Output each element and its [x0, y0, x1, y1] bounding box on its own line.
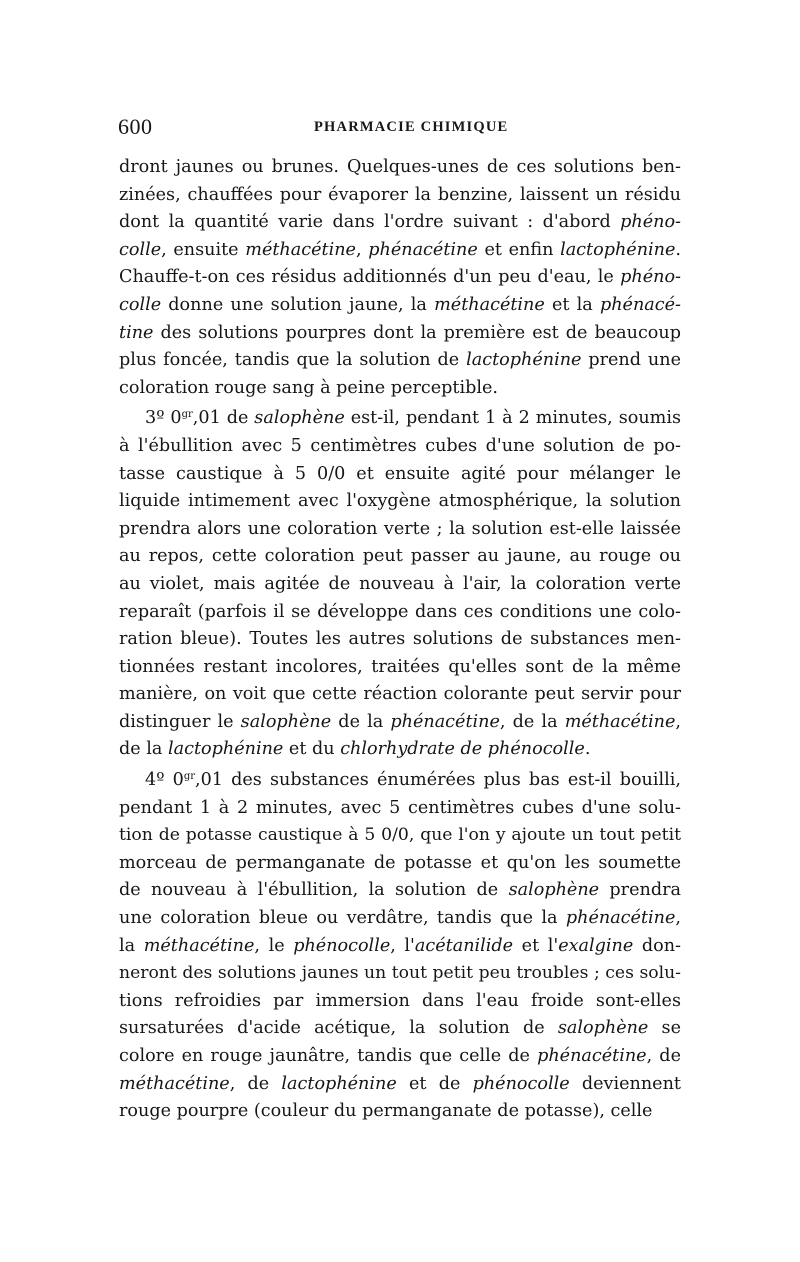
- superscript-unit: gr: [183, 771, 195, 783]
- italic-term: lactophénine: [560, 239, 676, 260]
- text-run: tion de potasse caustique à 5 0/0, que l'on y ajoute un tout petit: [119, 825, 681, 846]
- text-line: [119, 681, 681, 709]
- text-run: au violet, mais agitée de nouveau à l'air, la coloration verte: [119, 573, 681, 594]
- italic-term: exalgine: [558, 935, 634, 956]
- running-title: PHARMACIE CHIMIQUE: [314, 119, 509, 135]
- italic-term: lactophénine: [281, 1073, 397, 1094]
- text-run: ,: [675, 711, 681, 732]
- italic-term: phénacétine: [368, 239, 478, 260]
- italic-term: salophène: [508, 880, 600, 901]
- text-line: [119, 822, 681, 850]
- text-run: plus foncée, tandis que la solution de: [119, 350, 467, 371]
- text-line: [119, 154, 681, 182]
- text-line: [119, 405, 681, 433]
- text-line: [119, 292, 681, 320]
- text-run: ,: [675, 908, 681, 929]
- text-run: prend une: [581, 350, 681, 371]
- text-run: des solutions pourpres dont la première est de beaucoup: [153, 322, 681, 343]
- text-run: don-: [633, 935, 681, 956]
- text-run: donne une solution jaune, la: [161, 294, 435, 315]
- italic-term: lactophénine: [466, 350, 582, 371]
- italic-term: salophène: [254, 408, 345, 429]
- text-run: et enfin: [477, 239, 561, 260]
- text-run: rouge pourpre (couleur du permanganate de potasse), celle: [119, 1101, 653, 1122]
- text-line: [119, 654, 681, 682]
- text-run: , de: [229, 1073, 282, 1094]
- italic-term: acétanilide: [414, 935, 514, 956]
- text-run: 4º 0: [145, 770, 184, 791]
- text-line: [119, 461, 681, 489]
- text-line: [119, 1043, 681, 1071]
- text-line: [119, 209, 681, 237]
- italic-term: phénocolle: [472, 1073, 570, 1094]
- text-run: de la: [331, 711, 391, 732]
- text-run: ,: [355, 239, 369, 260]
- text-run: ration bleue). Toutes les autres solutions de substances men-: [119, 629, 681, 650]
- text-line: [119, 1071, 681, 1099]
- italic-term: tine: [119, 322, 154, 343]
- text-run: tions refroidies par immersion dans l'eau froide sont-elles: [119, 990, 681, 1011]
- text-run: et de: [396, 1073, 473, 1094]
- text-run: et l': [513, 935, 559, 956]
- text-line: [119, 516, 681, 544]
- text-line: [119, 960, 681, 988]
- text-line: [119, 543, 681, 571]
- italic-term: phénacé-: [599, 294, 681, 315]
- text-run: liquide intimement avec l'oxygène atmosphérique, la solution: [119, 491, 681, 512]
- text-line: [119, 795, 681, 823]
- body-text: [119, 154, 681, 1126]
- text-run: distinguer le: [119, 711, 241, 732]
- paragraph-continued: [119, 154, 681, 402]
- text-line: [119, 988, 681, 1016]
- text-run: Chauffe-t-on ces résidus additionnés d'un peu d'eau, le: [119, 267, 621, 288]
- text-run: la: [119, 935, 144, 956]
- text-line: [119, 933, 681, 961]
- text-line: [119, 599, 681, 627]
- text-line: [119, 877, 681, 905]
- italic-term: salophène: [557, 1018, 649, 1039]
- text-line: [119, 850, 681, 878]
- text-line: [119, 264, 681, 292]
- italic-term: phénacétine: [537, 1046, 647, 1066]
- text-run: dront jaunes ou brunes. Quelques-unes de ces solutions ben-: [119, 157, 681, 177]
- text-run: ,01 de: [192, 408, 255, 429]
- italic-term: phénacétine: [390, 711, 500, 732]
- text-line: [119, 237, 681, 265]
- italic-term: colle: [119, 294, 162, 315]
- text-run: dont la quantité varie dans l'ordre suivant : d'abord: [119, 212, 621, 233]
- italic-term: méthacétine: [143, 935, 255, 956]
- text-run: coloration rouge sang à peine perceptible.: [119, 377, 499, 398]
- text-run: tionnées restant incolores, traitées qu'elles sont de la même: [119, 656, 681, 677]
- paragraph-4: [119, 767, 681, 1126]
- italic-term: méthacétine: [119, 1073, 230, 1094]
- text-run: .: [584, 739, 591, 760]
- text-run: se: [648, 1018, 681, 1039]
- italic-term: méthacétine: [564, 711, 676, 732]
- text-line: [119, 571, 681, 599]
- text-run: prendra alors une coloration verte ; la solution est-elle laissée: [119, 518, 681, 539]
- text-run: , le: [254, 935, 294, 956]
- text-run: pendant 1 à 2 minutes, avec 5 centimètres cubes d'une solu-: [119, 797, 681, 818]
- text-run: de la: [119, 739, 168, 760]
- text-run: et la: [544, 294, 600, 315]
- italic-term: colle: [119, 239, 162, 260]
- italic-term: phéno-: [620, 267, 681, 288]
- text-run: morceau de permanganate de potasse et qu'on les soumette: [119, 852, 681, 873]
- text-run: prendra: [599, 880, 682, 901]
- paragraph-3: [119, 405, 681, 764]
- text-line: [119, 767, 681, 795]
- superscript-unit: gr: [181, 409, 193, 421]
- text-run: colore en rouge jaunâtre, tandis que celle de: [119, 1046, 538, 1066]
- page-number: 600: [118, 114, 153, 139]
- text-line: [119, 736, 681, 764]
- text-line: [119, 488, 681, 516]
- text-line: [119, 320, 681, 348]
- text-run: zinées, chauffées pour évaporer la benzine, laissent un résidu: [119, 184, 681, 205]
- italic-term: méthacétine: [434, 294, 545, 315]
- italic-term: salophène: [240, 711, 332, 732]
- text-line: [119, 375, 681, 403]
- text-line: [119, 347, 681, 375]
- text-run: 3º 0: [145, 408, 182, 429]
- text-line: [119, 626, 681, 654]
- text-run: à l'ébullition avec 5 centimètres cubes d'une solution de po-: [119, 435, 681, 456]
- text-run: est-il, pendant 1 à 2 minutes, soumis: [344, 408, 681, 429]
- italic-term: méthacétine: [245, 239, 356, 260]
- text-run: de nouveau à l'ébullition, la solution de: [119, 880, 509, 901]
- text-run: , de la: [499, 711, 565, 732]
- text-line: [119, 709, 681, 737]
- text-run: sursaturées d'acide acétique, la solution de: [119, 1018, 558, 1039]
- text-run: deviennent: [569, 1073, 681, 1094]
- text-run: et du: [283, 739, 341, 760]
- text-run: , de: [646, 1046, 681, 1066]
- text-run: .: [675, 239, 681, 260]
- text-line: [119, 182, 681, 210]
- running-head: [118, 114, 682, 144]
- text-run: tasse caustique à 5 0/0 et ensuite agité pour mélanger le: [119, 463, 681, 484]
- text-line: [119, 905, 681, 933]
- text-run: ,01 des substances énumérées plus bas est-il bouilli,: [195, 770, 681, 791]
- text-line: [119, 433, 681, 461]
- italic-term: phénacétine: [565, 908, 676, 929]
- text-line: [119, 1015, 681, 1043]
- italic-term: phénocolle: [293, 935, 391, 956]
- text-run: , l': [390, 935, 415, 956]
- text-run: manière, on voit que cette réaction colorante peut servir pour: [119, 684, 681, 705]
- text-line: [119, 1098, 681, 1126]
- italic-term: phéno-: [620, 212, 681, 233]
- text-run: , ensuite: [161, 239, 246, 260]
- text-run: au repos, cette coloration peut passer au jaune, au rouge ou: [119, 546, 681, 567]
- text-run: neront des solutions jaunes un tout petit peu troubles ; ces solu-: [119, 963, 681, 984]
- text-run: reparaît (parfois il se développe dans ces conditions une colo-: [119, 601, 681, 622]
- italic-term: chlorhydrate de phénocolle: [340, 739, 585, 760]
- italic-term: lactophénine: [167, 739, 284, 760]
- text-run: une coloration bleue ou verdâtre, tandis que la: [119, 908, 566, 929]
